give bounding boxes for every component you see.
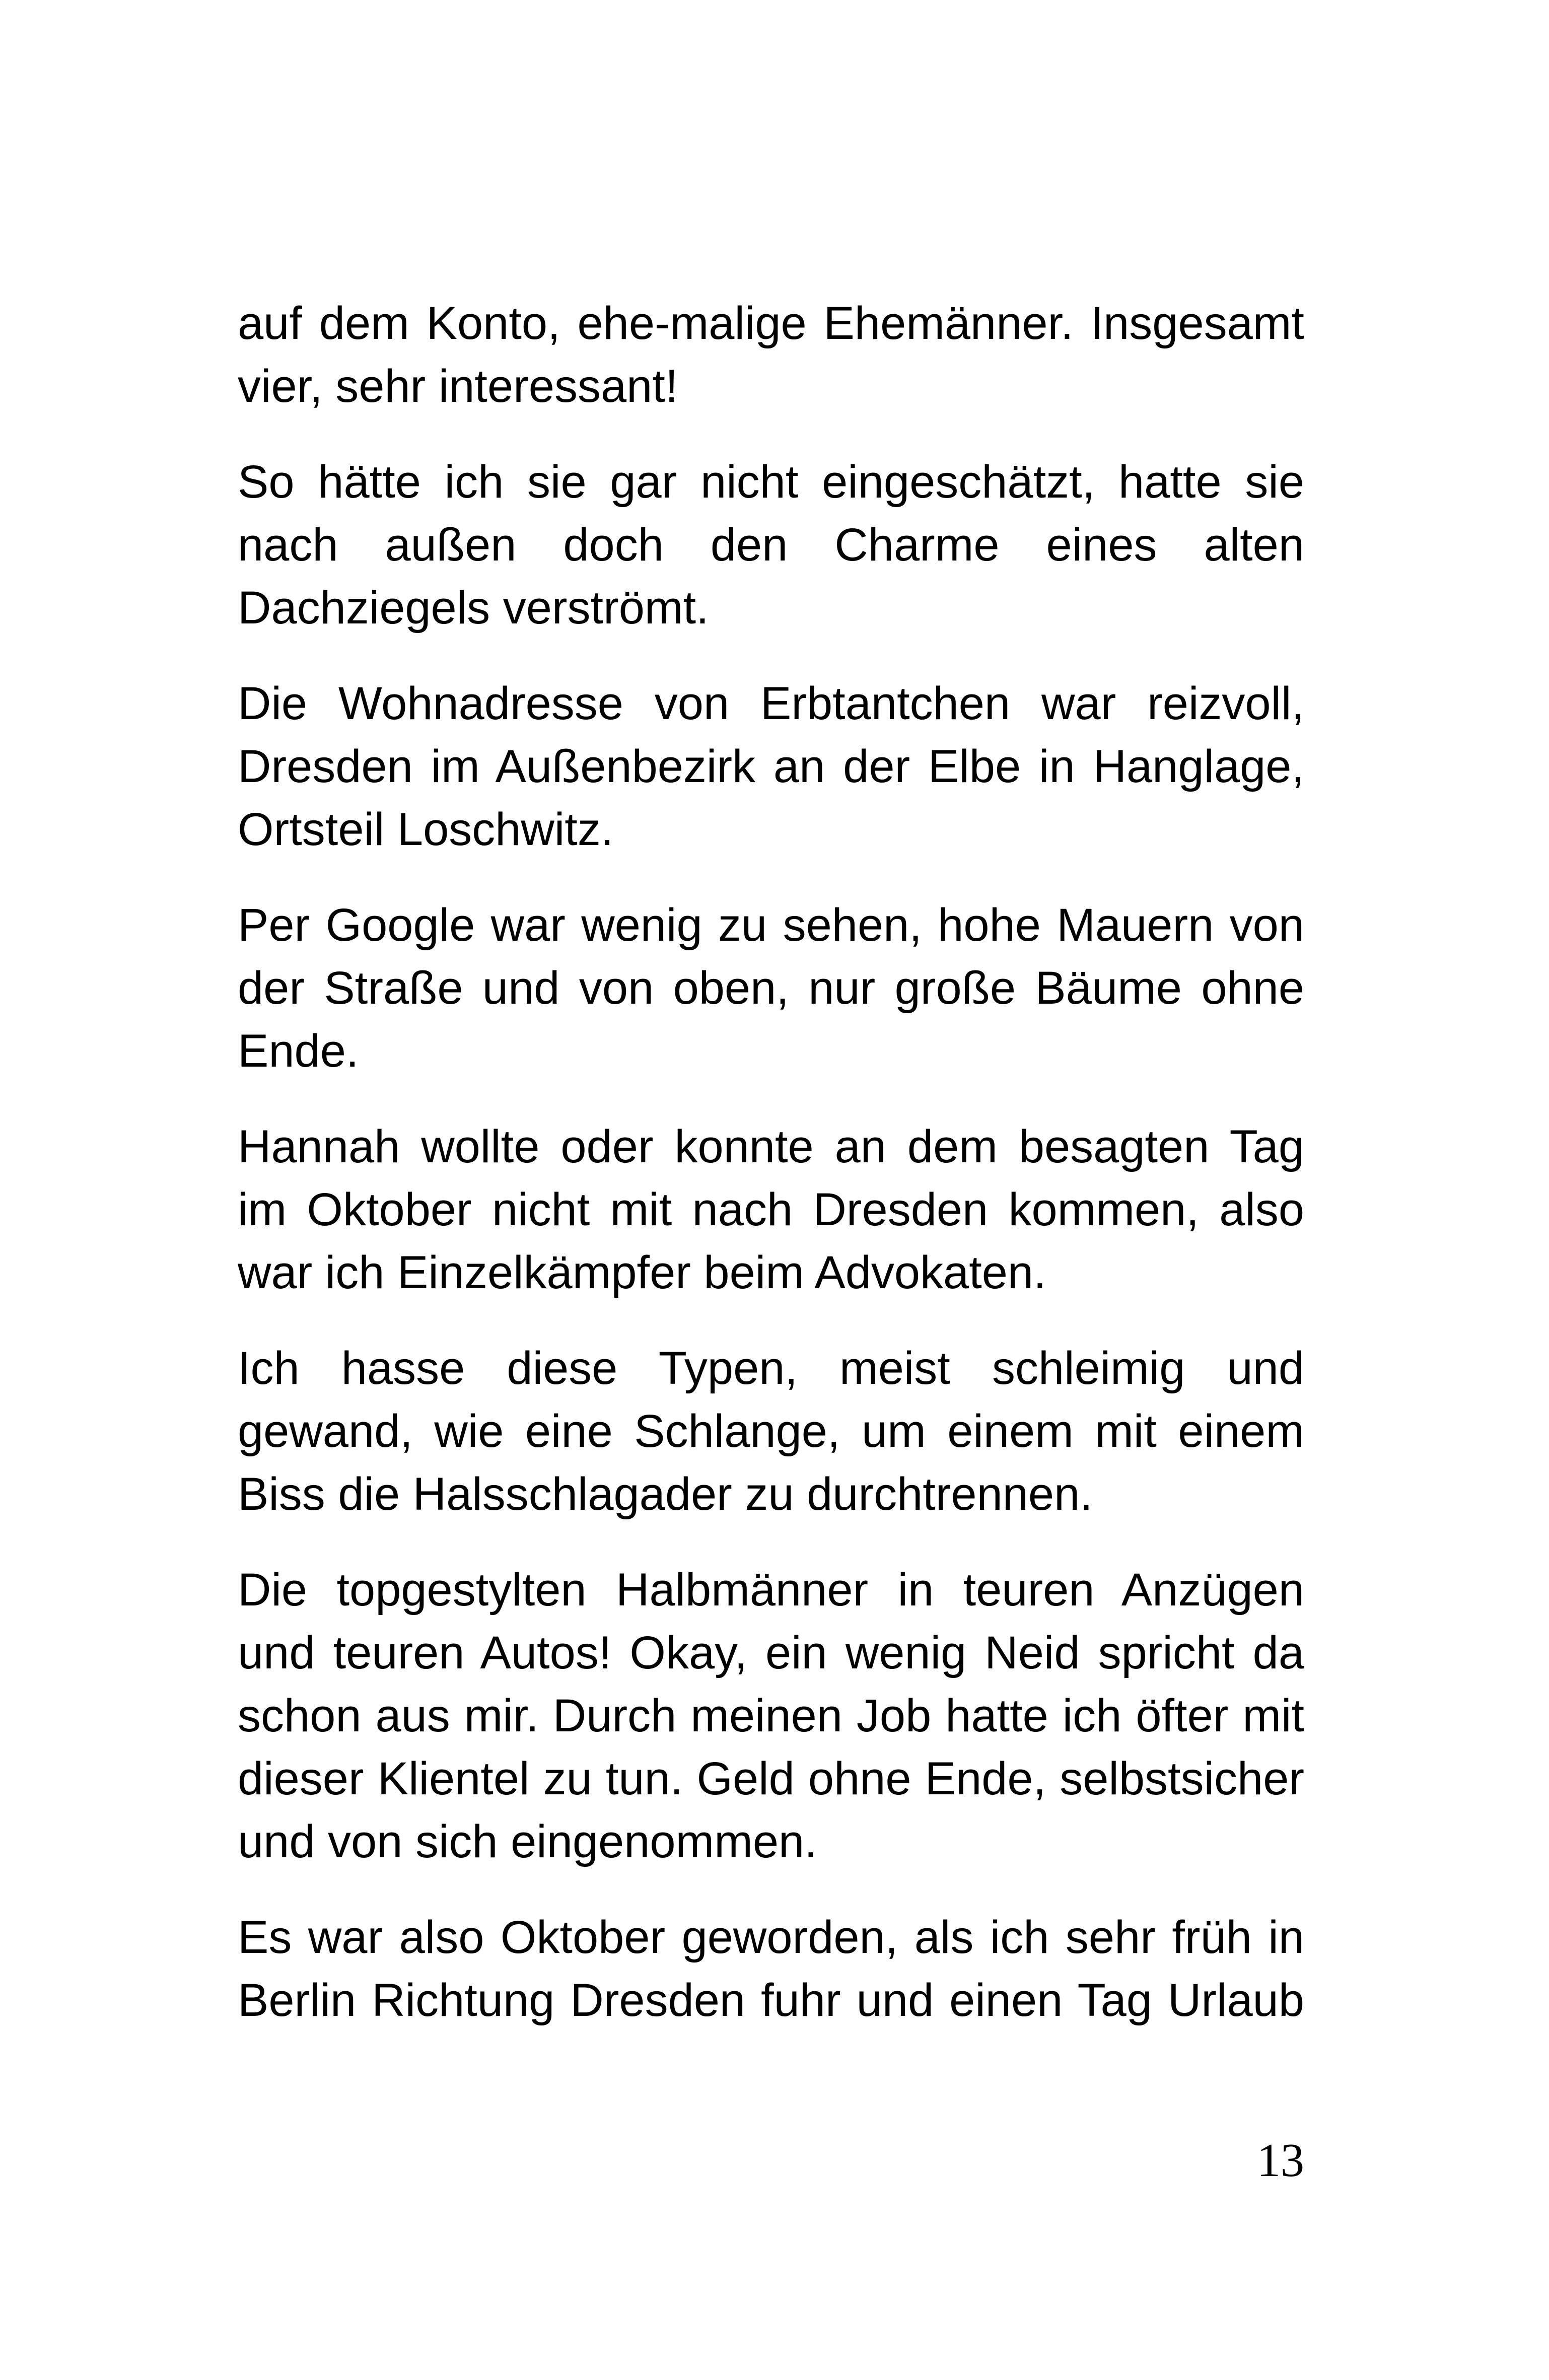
paragraph-3: Die Wohnadresse von Erbtantchen war reizvoll, Dresden im Außenbezirk an der Elbe in Hanglage, Ortsteil Loschwitz. <box>238 678 1304 855</box>
paragraph-7: Die topgestylten Halbmänner in teuren Anzügen und teuren Autos! Okay, ein wenig Neid spricht da schon aus mir. Durch meinen Job hatte ich öfter mit dieser Klientel zu tun. Geld ohne Ende, selbstsicher und von sich eingenommen. <box>238 1564 1304 1867</box>
paragraph-5: Hannah wollte oder konnte an dem besagten Tag im Oktober nicht mit nach Dresden kommen, also war ich Einzelkämpfer beim Advokaten. <box>238 1121 1304 1298</box>
paragraph-6: Ich hasse diese Typen, meist schleimig und gewand, wie eine Schlange, um einem mit einem Biss die Halsschlagader zu durchtrennen. <box>238 1343 1304 1520</box>
paragraph-4: Per Google war wenig zu sehen, hohe Mauern von der Straße und von oben, nur große Bäume ohne Ende. <box>238 899 1304 1077</box>
paragraph-2: So hätte ich sie gar nicht eingeschätzt, hatte sie nach außen doch den Charme eines alten Dachziegels verströmt. <box>238 456 1304 634</box>
page-number: 13 <box>1257 2134 1304 2187</box>
paragraph-8: Es war also Oktober geworden, als ich sehr früh in Berlin Richtung Dresden fuhr und einen Tag Urlaub <box>238 1912 1304 2026</box>
paragraph-1: auf dem Konto, ehe-malige Ehemänner. Insgesamt vier, sehr interessant! <box>238 298 1304 412</box>
body-text <box>238 292 1304 2032</box>
